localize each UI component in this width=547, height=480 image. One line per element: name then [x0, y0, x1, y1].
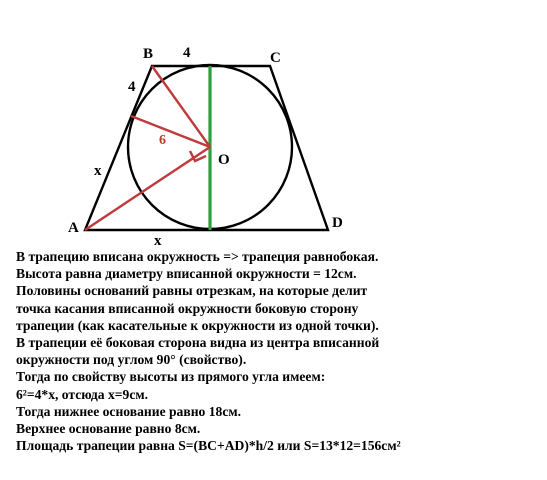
vertex-label-b: B — [143, 46, 154, 62]
label-x-side: x — [94, 163, 102, 179]
solution-line: Тогда по свойству высоты из прямого угла имеем: — [16, 369, 326, 385]
label-bc-length: 4 — [183, 45, 191, 61]
solution-line: точка касания вписанной окружности боковую сторону — [16, 300, 359, 316]
solution-line: Площадь трапеции равна S=(BC+AD)*h/2 или S=13*12=156см² — [16, 438, 401, 454]
label-radius: 6 — [159, 133, 166, 148]
solution-text — [16, 248, 541, 454]
solution-line: 6²=4*x, отсюда x=9см. — [16, 386, 149, 402]
solution-line: Верхнее основание равно 8см. — [16, 421, 201, 437]
solution-line: окружности под углом 90° (свойство). — [16, 352, 247, 368]
label-bt-length: 4 — [128, 79, 136, 95]
solution-line: Высота равна диаметру вписанной окружности = 12см. — [16, 266, 357, 282]
solution-line: В трапеции её боковая сторона видна из центра вписанной — [16, 335, 380, 351]
vertex-label-d: D — [332, 215, 343, 231]
construction-lines — [85, 66, 210, 230]
solution-line: В трапецию вписана окружность => трапеция равнобокая. — [16, 249, 379, 264]
segment-ao — [85, 147, 210, 230]
solution-line: Половины оснований равны отрезкам, на которые делит — [16, 283, 368, 299]
vertex-label-a: A — [68, 220, 79, 236]
solution-line: трапеции (как касательные к окружности из одной точки). — [16, 317, 379, 333]
label-x-base: x — [154, 233, 162, 245]
vertex-label-c: C — [270, 50, 281, 66]
solution-line: Тогда нижнее основание равно 18см. — [16, 403, 242, 419]
center-label-o: O — [218, 152, 230, 168]
